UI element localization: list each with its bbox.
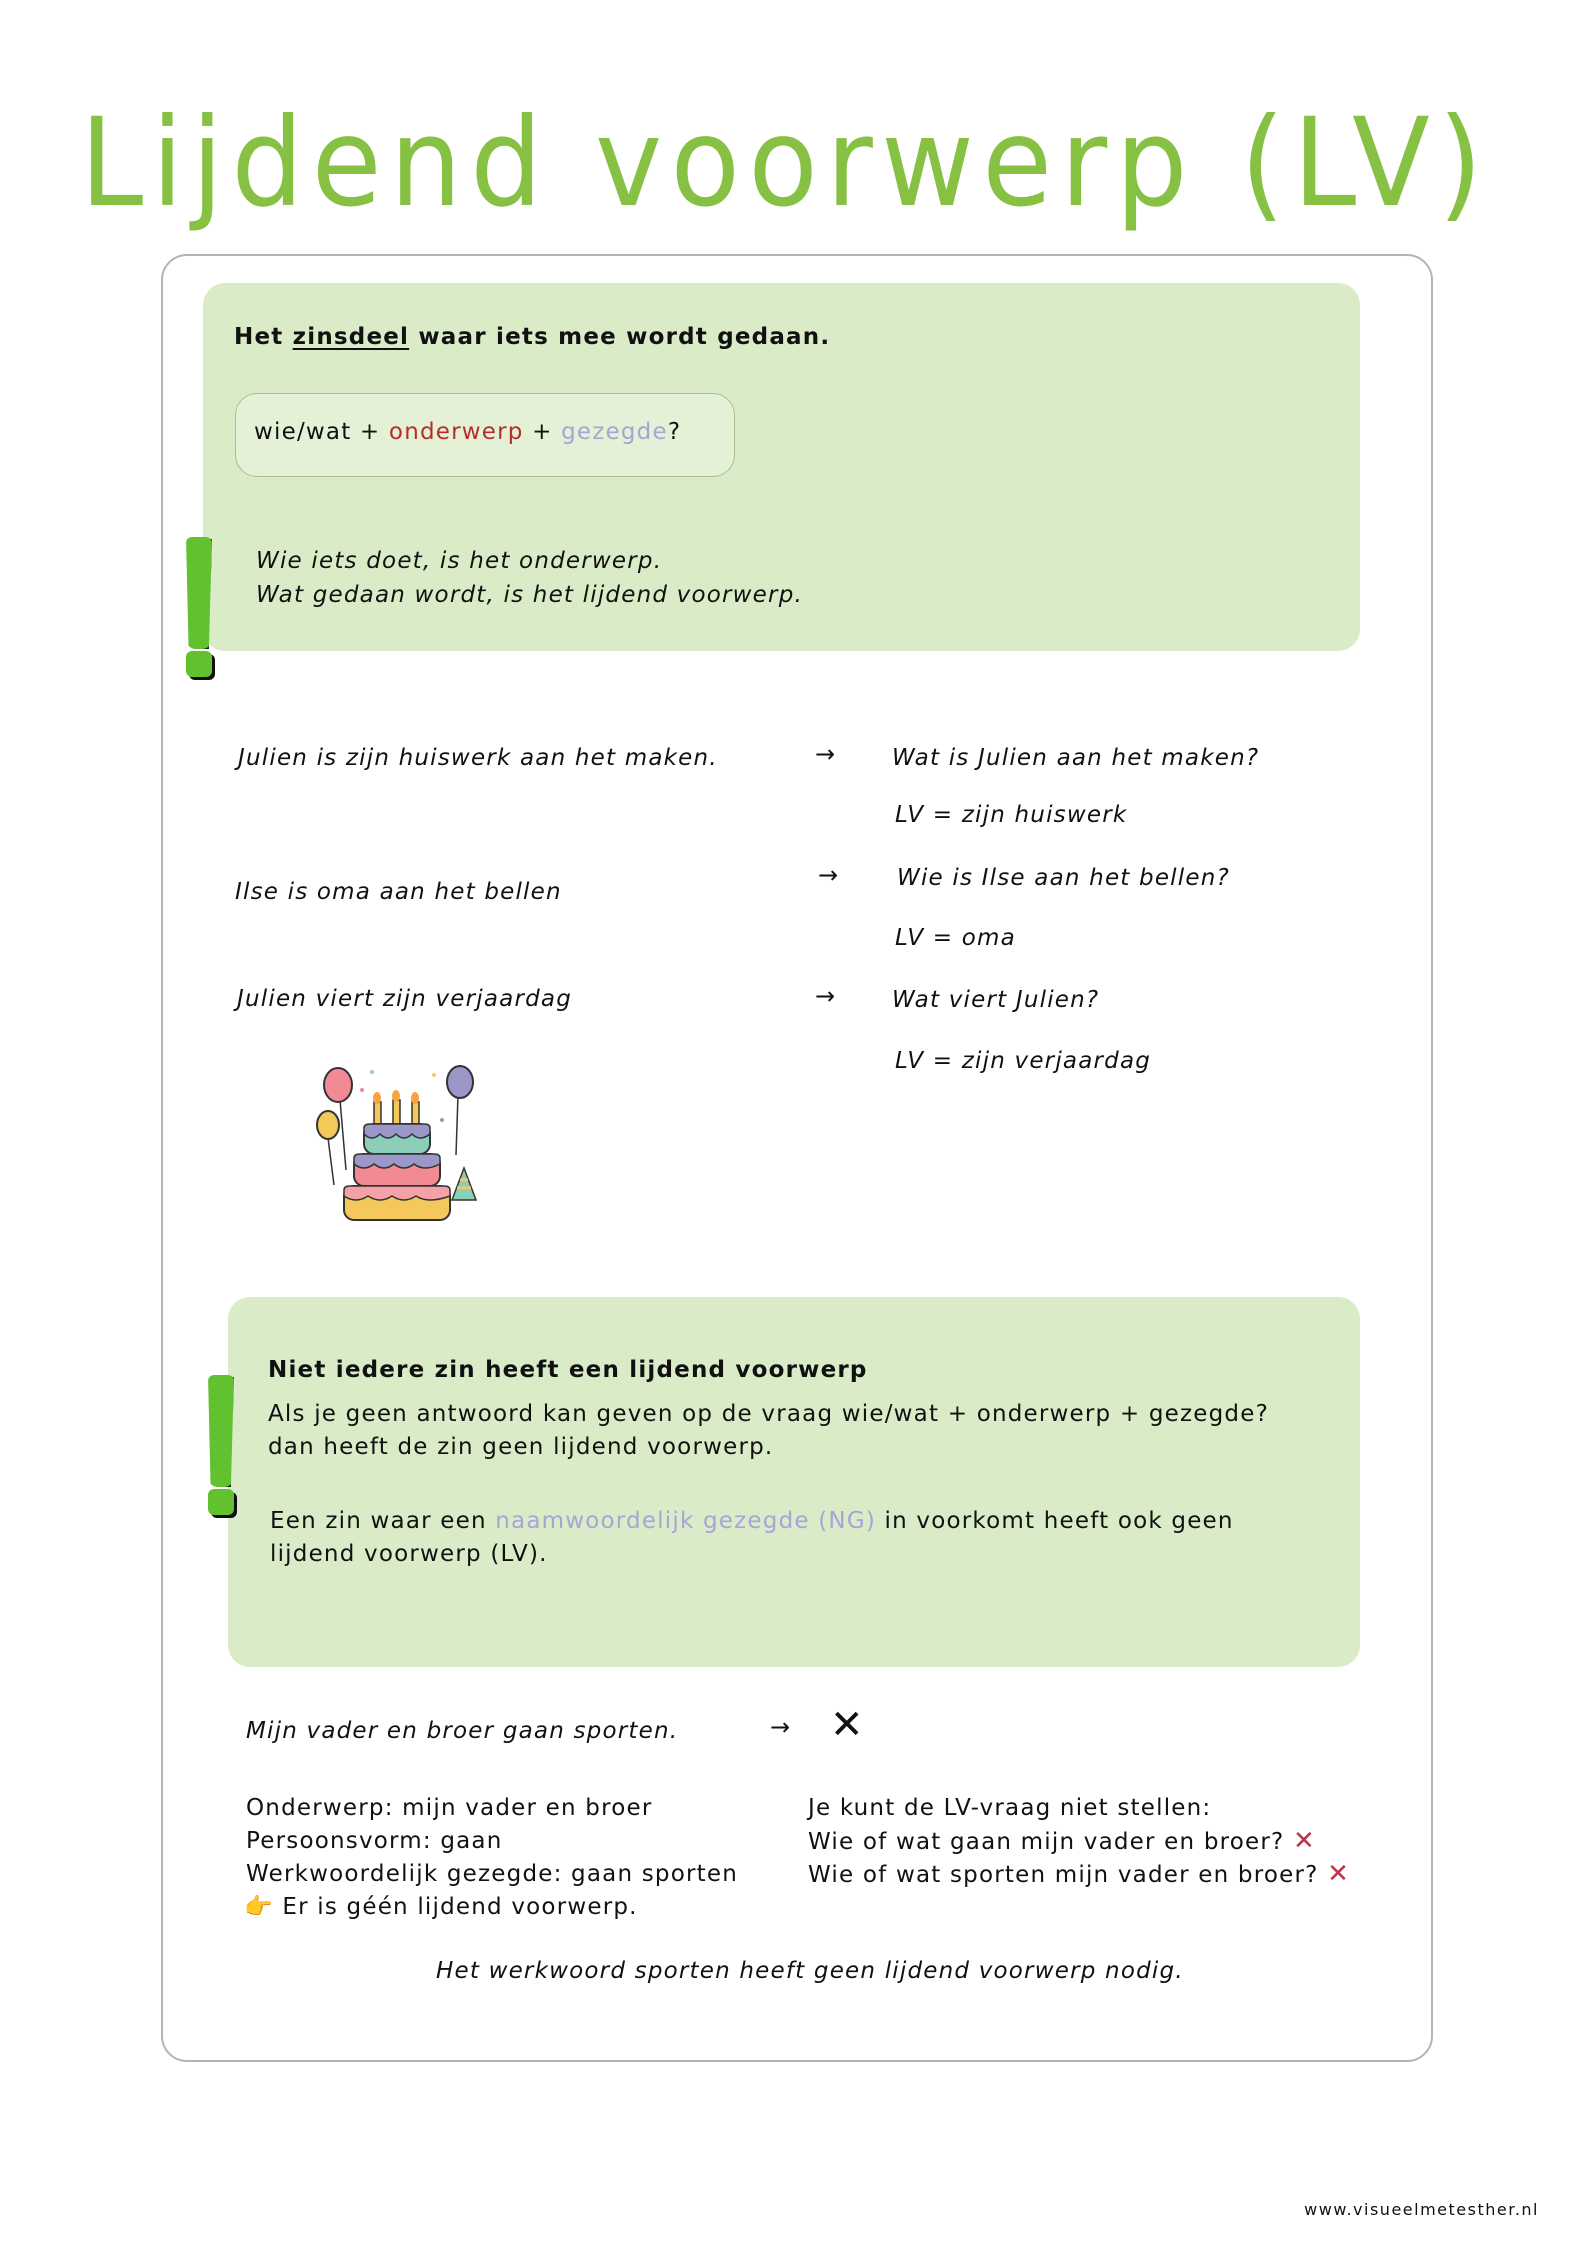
ng-suffix: in voorkomt heeft ook geen (876, 1508, 1234, 1534)
invalid-question (808, 1858, 1350, 1892)
example-sentence: Julien is zijn huiswerk aan het maken. (238, 745, 718, 771)
note-box (228, 1297, 1360, 1667)
tip-line-1: Wie iets doet, is het onderwerp. (256, 548, 663, 574)
pointing-hand-icon: 👉 (244, 1894, 274, 1920)
example-question: Wat viert Julien? (892, 987, 1100, 1013)
arrow-icon: → (818, 861, 839, 889)
explain-heading: Je kunt de LV-vraag niet stellen: (808, 1795, 1212, 1821)
invalid-question (808, 1825, 1316, 1859)
formula-text (254, 416, 681, 449)
page-title: Lijdend voorwerp (LV) (80, 92, 1491, 234)
ng-term: naamwoordelijk gezegde (NG) (495, 1508, 877, 1534)
example-sentence: Julien viert zijn verjaardag (237, 986, 573, 1012)
red-cross-icon: ✕ (1327, 1859, 1351, 1889)
red-cross-icon: ✕ (1292, 1826, 1316, 1856)
cross-mark-icon: ✕ (830, 1702, 864, 1748)
note-ng-line (270, 1505, 1234, 1538)
summary-text: Het werkwoord sporten heeft geen lijdend voorwerp nodig. (436, 1958, 1184, 1984)
formula-plus: + (523, 419, 562, 445)
arrow-icon: → (770, 1713, 791, 1741)
formula-subject: onderwerp (388, 419, 524, 445)
example-sentence: Ilse is oma aan het bellen (235, 879, 562, 905)
note-ng-line-2: lijdend voorwerp (LV). (270, 1541, 548, 1567)
note-heading: Niet iedere zin heeft een lijdend voorwerp (268, 1357, 868, 1383)
note-line-2: dan heeft de zin geen lijdend voorwerp. (268, 1434, 774, 1460)
definition-suffix: waar iets mee wordt gedaan. (409, 324, 831, 350)
definition-text (234, 321, 830, 354)
question-formula (235, 393, 735, 477)
example-question: Wat is Julien aan het maken? (892, 745, 1260, 771)
analysis-predicate: Werkwoordelijk gezegde: gaan sporten (246, 1861, 738, 1887)
ng-prefix: Een zin waar een (270, 1508, 496, 1534)
conclusion-line (244, 1891, 638, 1924)
invalid-question-text: Wie of wat sporten mijn vader en broer? (808, 1862, 1319, 1888)
arrow-icon: → (815, 982, 836, 1010)
formula-question-mark: ? (667, 419, 682, 445)
formula-predicate: gezegde (561, 419, 668, 445)
note-line-1: Als je geen antwoord kan geven op de vraag wie/wat + onderwerp + gezegde? (268, 1401, 1269, 1427)
birthday-cake-icon (312, 1060, 482, 1230)
tip-line-2: Wat gedaan wordt, is het lijdend voorwerp. (256, 582, 803, 608)
example-answer: LV = oma (895, 925, 1016, 951)
footer-website[interactable]: www.visueelmetesther.nl (1304, 2200, 1539, 2219)
formula-wie-wat: wie/wat + (254, 419, 389, 445)
analysis-subject: Onderwerp: mijn vader en broer (246, 1795, 653, 1821)
definition-prefix: Het (234, 324, 293, 350)
definition-keyword: zinsdeel (292, 324, 410, 350)
conclusion-text: Er is géén lijdend voorwerp. (282, 1894, 638, 1920)
counter-example-sentence: Mijn vader en broer gaan sporten. (246, 1718, 679, 1744)
invalid-question-text: Wie of wat gaan mijn vader en broer? (808, 1829, 1285, 1855)
example-answer: LV = zijn verjaardag (895, 1048, 1152, 1074)
analysis-verb: Persoonsvorm: gaan (246, 1828, 503, 1854)
arrow-icon: → (815, 740, 836, 768)
example-answer: LV = zijn huiswerk (895, 802, 1128, 828)
example-question: Wie is Ilse aan het bellen? (897, 865, 1230, 891)
